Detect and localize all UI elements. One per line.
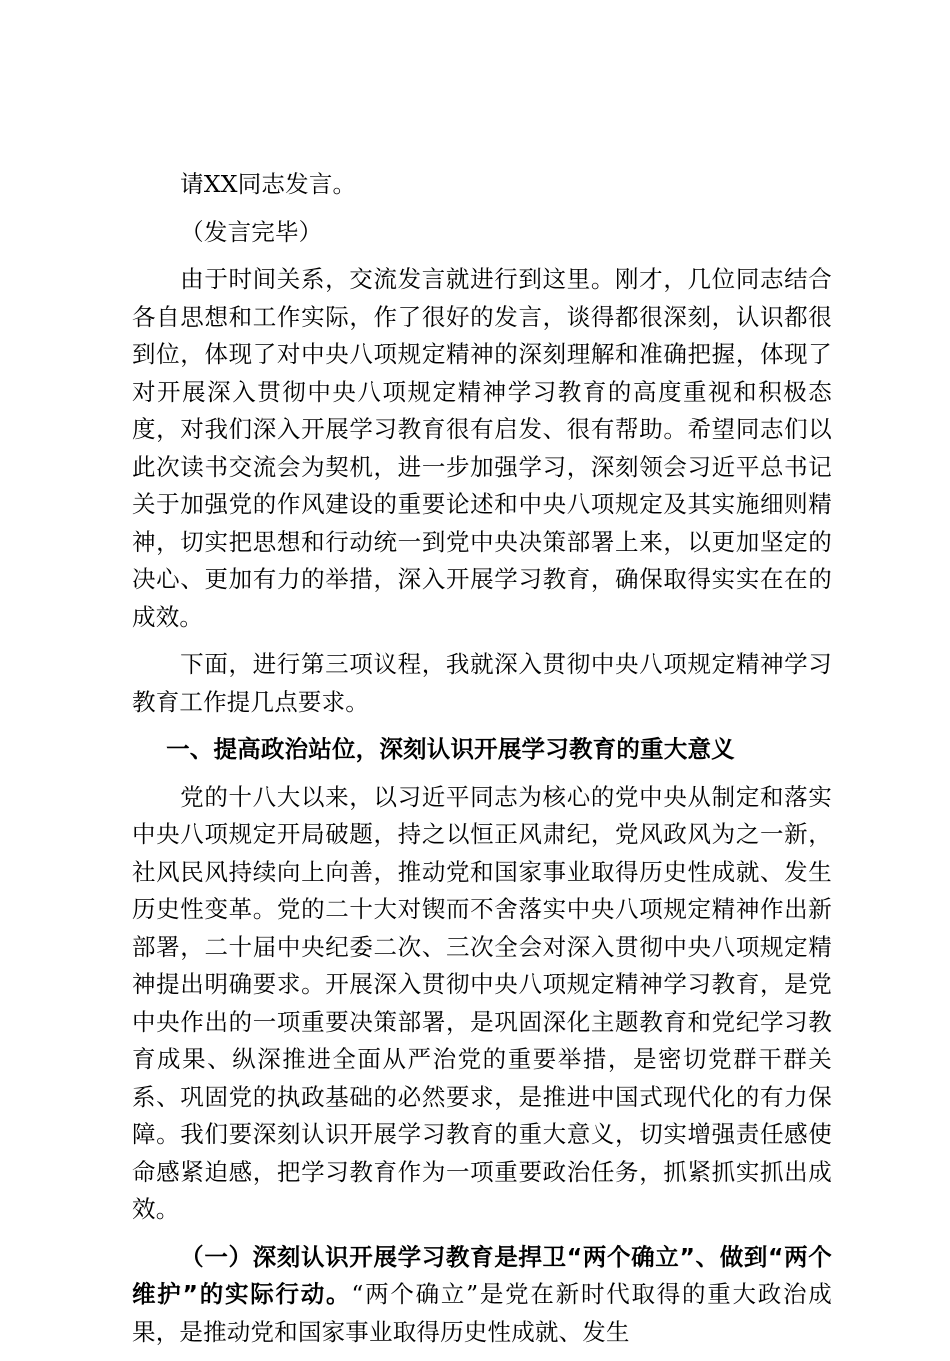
paragraph-significance: 党的十八大以来，以习近平同志为核心的党中央从制定和落实中央八项规定开局破题，持之以恒正风肃纪，党风政风为之一新，社风民风持续向上向善，推动党和国家事业取得历史性成就、发生历史性变革。党的二十大对锲而不舍落实中央八项规定精神作出新部署，二十届中央纪委二次、三次全会对深入贯彻中央八项规定精神提出明确要求。开展深入贯彻中央八项规定精神学习教育，是党中央作出的一项重要决策部署，是巩固深化主题教育和党纪学习教育成果、纵深推进全面从严治党的重要举措，是密切党群干群关系、巩固党的执政基础的必然要求，是推进中国式现代化的有力保障。我们要深刻认识开展学习教育的重大意义，切实增强责任感使命感紧迫感，把学习教育作为一项重要政治任务，抓紧抓实抓出成效。 <box>132 782 832 1223</box>
paragraph-agenda: 下面，进行第三项议程，我就深入贯彻中央八项规定精神学习教育工作提几点要求。 <box>132 650 832 716</box>
point-1-heading: （一）深刻认识开展学习教育是捍卫“两个确立”、做到“两个维护”的实际行动。 <box>132 1242 832 1308</box>
document-body <box>132 166 832 1361</box>
paragraph-invite-speaker: 请XX同志发言。 <box>180 170 357 198</box>
section-heading-1: 一、提高政治站位，深刻认识开展学习教育的重大意义 <box>166 735 735 763</box>
paragraph-summary: 由于时间关系，交流发言就进行到这里。刚才，几位同志结合各自思想和工作实际，作了很好的发言，谈得都很深刻，认识都很到位，体现了对中央八项规定精神的深刻理解和准确把握，体现了对开展深入贯彻中央八项规定精神学习教育的高度重视和积极态度，对我们深入开展学习教育很有启发、很有帮助。希望同志们以此次读书交流会为契机，进一步加强学习，深刻领会习近平总书记关于加强党的作风建设的重要论述和中央八项规定及其实施细则精神，切实把思想和行动统一到党中央决策部署上来，以更加坚定的决心、更加有力的举措，深入开展学习教育，确保取得实实在在的成效。 <box>132 265 832 631</box>
point-1-text: “两个确立”是党在新时代取得的重大政治成果，是推动党和国家事业取得历史性成就、发生 <box>132 1280 833 1346</box>
paragraph-speech-end: （发言完毕） <box>180 217 323 246</box>
paragraph-point-1 <box>132 1239 832 1352</box>
